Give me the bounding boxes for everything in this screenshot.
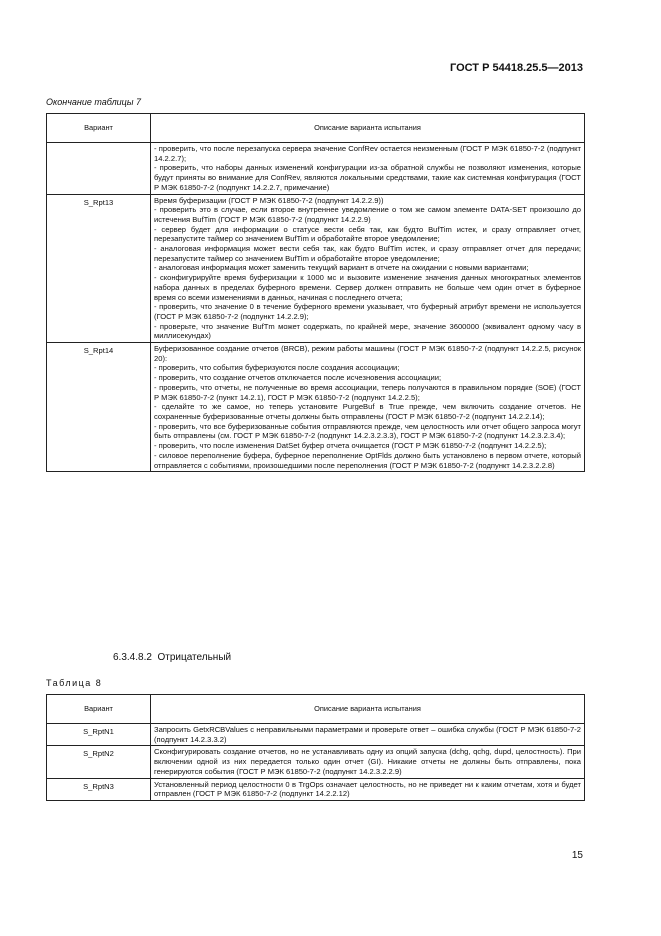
document-header: ГОСТ Р 54418.25.5—2013 <box>449 62 583 74</box>
variant-cell: S_RptN2 <box>47 746 151 778</box>
description-line: - сделайте то же самое, но теперь установите PurgeBuf в True прежде, чем включить создание отчетов. Не сохраненные буферизованные отчеты должны быть отправлены (ГОСТ Р МЭК 61850-7-2 (подпункт 14.2.2.14); <box>154 402 581 421</box>
table-row <box>47 143 585 195</box>
description-cell <box>151 194 585 343</box>
table-header-row <box>47 114 585 143</box>
description-line: - проверить, что создание отчетов отключается после исчезновения ассоциации; <box>154 373 442 383</box>
column-header-variant: Вариант <box>47 114 151 143</box>
table-8 <box>46 694 585 801</box>
description-line: - аналоговая информация может заменить текущий вариант в отчете на ожидании с новыми вариантами; <box>154 263 529 273</box>
description-line: - силовое переполнение буфера, буферное переполнение OptFlds должно быть установлено в первом отчете, который отправляется с событиями, произошедшими после переполнения (ГОСТ Р МЭК 61850-7-2 (подпункт 14.2.3.2.2.8) <box>154 450 581 470</box>
table-row <box>47 724 585 746</box>
description-line: - проверить, что после изменения DatSet буфер отчета очищается (ГОСТ Р МЭК 61850-7-2 (подпункт 14.2.2.5); <box>154 441 547 451</box>
description-line: Установленный период целостности 0 в TrgOps означает целостность, но не приведет ни к каким отчетам, хотя и будет отправлен (ГОСТ Р МЭК 61850-7-2 (подпункт 14.2.2.12) <box>154 779 581 799</box>
description-line: - аналоговая информация может вести себя так, как будто BufTim истек, и сразу отправляет отчет для передачи; перезапустите таймер со значением BufTim и обработайте второе уведомление; <box>154 244 581 263</box>
description-cell <box>151 343 585 472</box>
page-number: 15 <box>571 850 583 861</box>
description-line: Буферизованное создание отчетов (BRCB), режим работы машины (ГОСТ Р МЭК 61850-7-2 (подпункт 14.2.2.5, рисунок 20): <box>154 344 581 363</box>
description-line: - проверить, что значение 0 в течение буферного времени указывает, что буферный атрибут времени не используется (ГОСТ Р МЭК 61850-7-2 (подпункт 14.2.2.9); <box>154 302 581 321</box>
table-header-row <box>47 695 585 724</box>
table-7 <box>46 113 585 472</box>
variant-cell: S_RptN3 <box>47 778 151 800</box>
description-line: - проверить, что все буферизованные события отправляются прежде, чем целостность или отчет общего запроса могут быть отправлены (см. ГОСТ Р МЭК 61850-7-2 (подпункт 14.2.3.2.3.3), ГОСТ Р МЭК 61850-7-2 (подпункт 14.2.3.2.3.4); <box>154 421 581 441</box>
description-line: Время буферизации (ГОСТ Р МЭК 61850-7-2 (подпункт 14.2.2.9)) <box>154 195 384 205</box>
table-row <box>47 194 585 343</box>
table-row <box>47 778 585 800</box>
description-line: - проверить, что наборы данных изменений конфигурации из-за обратной службы не позволяют изменения, которые будут приняты во внимание для ConfRev, являются локальными средствами, такие как системная конфигурация (ГОСТ Р МЭК 61850-7-2 (подпункт 14.2.2.7, примечание) <box>154 163 581 192</box>
column-header-description: Описание варианта испытания <box>151 695 585 724</box>
description-line: - сервер будет для информации о статусе вести себя так, как будто BufTim истек, и сразу отправляет отчет, перезапустите таймер со значением BufTim и обработайте второе уведомление; <box>154 224 581 244</box>
description-line: Сконфигурировать создание отчетов, но не устанавливать одну из опций запуска (dchg, qchg, dupd, целостность). При включении одной из них передается только один отчет (GI). Никакие отчеты не должны быть отправлены, пока генерируются события (ГОСТ Р МЭК 61850-7-2 (подпункт 14.2.3.2.2.9) <box>154 747 581 776</box>
column-header-variant: Вариант <box>47 695 151 724</box>
description-line: Запросить GetxRCBValues с неправильными параметрами и проверьте ответ – ошибка службы (ГОСТ Р МЭК 61850-7-2 (подпункт 14.2.3.3.2) <box>154 725 581 744</box>
description-cell <box>151 724 585 746</box>
description-line: - проверить, что события буферизуются после создания ассоциации; <box>154 363 400 373</box>
section-heading: 6.3.4.8.2 Отрицательный <box>113 652 232 663</box>
description-line: - проверьте, что значение BufTm может содержать, по крайней мере, значение 3600000 (эквивалент одному часу в миллисекундах) <box>154 321 581 341</box>
description-line: - проверить, что после перезапуска сервера значение ConfRev остается неизменным (ГОСТ Р МЭК 61850-7-2 (подпункт 14.2.2.7); <box>154 144 581 163</box>
description-line: - проверить это в случае, если второе внутреннее уведомление о том же самом элементе DATA-SET произошло до истечения BufTim (ГОСТ Р МЭК 61850-7-2 (подпункт 14.2.2.9) <box>154 205 581 224</box>
description-cell <box>151 778 585 800</box>
description-cell <box>151 143 585 195</box>
table-row <box>47 746 585 778</box>
variant-cell: S_RptN1 <box>47 724 151 746</box>
variant-cell: S_Rpt14 <box>47 343 151 472</box>
variant-cell <box>47 143 151 195</box>
description-cell <box>151 746 585 778</box>
variant-cell: S_Rpt13 <box>47 194 151 343</box>
table-7-caption: Окончание таблицы 7 <box>46 97 141 107</box>
description-line: - проверить, что отчеты, не полученные во время ассоциации, теперь получаются в правильном порядке (SOE) (ГОСТ Р МЭК 61850-7-2 (пункт 14.2.1), ГОСТ Р МЭК 61850-7-2 (подпункт 14.2.2.5); <box>154 382 581 402</box>
table-8-caption: Таблица 8 <box>46 678 103 688</box>
table-row <box>47 343 585 472</box>
column-header-description: Описание варианта испытания <box>151 114 585 143</box>
description-line: - сконфигурируйте время буферизации к 1000 мс и вызовите изменение значения данных многократных элементов набора данных в пределах буферного времени. Сервер должен отправить не больше чем один отчет в буферное время со всеми изменениями в данных, начиная с последнего отчета; <box>154 273 581 302</box>
